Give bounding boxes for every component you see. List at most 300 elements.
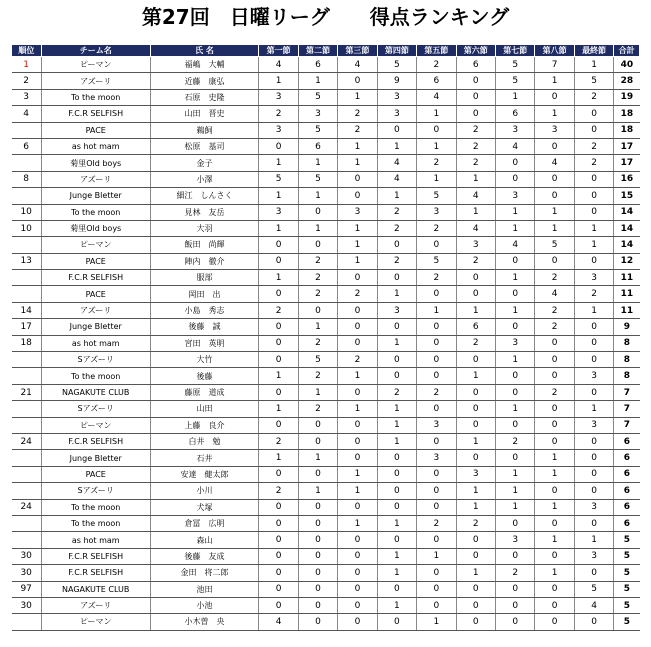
score-cell: 2 — [259, 483, 298, 499]
score-cell: 6 — [456, 57, 495, 73]
total-cell: 6 — [614, 466, 640, 482]
score-cell: 0 — [417, 401, 456, 417]
player-name-cell: 安達 健太郎 — [150, 466, 259, 482]
score-cell: 0 — [535, 138, 574, 154]
score-cell: 0 — [338, 384, 377, 400]
score-cell: 0 — [259, 565, 298, 581]
player-name-cell: 白井 勉 — [150, 433, 259, 449]
score-cell: 1 — [377, 138, 416, 154]
score-cell: 0 — [338, 499, 377, 515]
rank-cell — [12, 237, 42, 253]
table-body — [12, 57, 640, 631]
team-cell: ピーマン — [41, 417, 150, 433]
score-cell: 3 — [417, 417, 456, 433]
score-cell: 0 — [574, 384, 613, 400]
score-cell: 2 — [338, 122, 377, 138]
score-cell: 1 — [417, 302, 456, 318]
total-cell: 11 — [614, 286, 640, 302]
team-cell: NAGAKUTE CLUB — [41, 384, 150, 400]
score-cell: 0 — [495, 368, 534, 384]
score-cell: 0 — [535, 253, 574, 269]
score-cell: 0 — [574, 614, 613, 630]
score-cell: 1 — [338, 237, 377, 253]
score-cell: 0 — [535, 483, 574, 499]
score-cell: 1 — [338, 466, 377, 482]
score-cell: 1 — [338, 515, 377, 531]
team-cell: Junge Bletter — [41, 188, 150, 204]
score-cell: 7 — [535, 57, 574, 73]
rank-cell: 17 — [12, 319, 42, 335]
score-cell: 1 — [298, 188, 337, 204]
score-cell: 0 — [535, 188, 574, 204]
score-cell: 0 — [495, 417, 534, 433]
ranking-table — [11, 44, 640, 631]
score-cell: 2 — [259, 433, 298, 449]
score-cell: 4 — [259, 57, 298, 73]
team-cell: アズーリ — [41, 171, 150, 187]
score-cell: 0 — [456, 548, 495, 564]
column-header: 氏 名 — [150, 45, 259, 57]
total-cell: 5 — [614, 581, 640, 597]
score-cell: 5 — [298, 171, 337, 187]
score-cell: 4 — [259, 614, 298, 630]
table-row — [12, 155, 640, 171]
score-cell: 1 — [535, 450, 574, 466]
score-cell: 6 — [298, 57, 337, 73]
player-name-cell: 小島 秀志 — [150, 302, 259, 318]
score-cell: 2 — [456, 155, 495, 171]
score-cell: 1 — [338, 253, 377, 269]
total-cell: 11 — [614, 270, 640, 286]
score-cell: 0 — [377, 270, 416, 286]
score-cell: 0 — [338, 171, 377, 187]
score-cell: 0 — [535, 89, 574, 105]
score-cell: 2 — [574, 155, 613, 171]
score-cell: 0 — [298, 614, 337, 630]
score-cell: 0 — [535, 335, 574, 351]
table-row — [12, 450, 640, 466]
score-cell: 1 — [574, 302, 613, 318]
team-cell: アズーリ — [41, 302, 150, 318]
total-cell: 5 — [614, 548, 640, 564]
score-cell: 0 — [259, 466, 298, 482]
score-cell: 1 — [377, 597, 416, 613]
score-cell: 5 — [298, 122, 337, 138]
player-name-cell: 陣内 徹介 — [150, 253, 259, 269]
score-cell: 0 — [417, 483, 456, 499]
table-row — [12, 352, 640, 368]
score-cell: 0 — [338, 597, 377, 613]
score-cell: 2 — [298, 286, 337, 302]
table-row — [12, 614, 640, 630]
score-cell: 0 — [259, 548, 298, 564]
score-cell: 2 — [456, 138, 495, 154]
score-cell: 0 — [259, 417, 298, 433]
score-cell: 2 — [259, 302, 298, 318]
rank-cell: 10 — [12, 204, 42, 220]
rank-cell: 6 — [12, 138, 42, 154]
score-cell: 1 — [298, 220, 337, 236]
total-cell: 12 — [614, 253, 640, 269]
total-cell: 16 — [614, 171, 640, 187]
table-row — [12, 319, 640, 335]
team-cell: PACE — [41, 122, 150, 138]
score-cell: 0 — [259, 335, 298, 351]
score-cell: 3 — [574, 548, 613, 564]
score-cell: 5 — [495, 57, 534, 73]
score-cell: 0 — [495, 548, 534, 564]
rank-cell — [12, 417, 42, 433]
team-cell: 菊里Old boys — [41, 155, 150, 171]
score-cell: 1 — [298, 155, 337, 171]
score-cell: 1 — [456, 565, 495, 581]
player-name-cell: 細江 しんさく — [150, 188, 259, 204]
score-cell: 0 — [338, 565, 377, 581]
score-cell: 0 — [298, 417, 337, 433]
player-name-cell: 岡田 出 — [150, 286, 259, 302]
score-cell: 1 — [495, 302, 534, 318]
score-cell: 0 — [377, 466, 416, 482]
score-cell: 0 — [574, 122, 613, 138]
table-row — [12, 286, 640, 302]
score-cell: 0 — [259, 253, 298, 269]
score-cell: 1 — [456, 483, 495, 499]
rank-cell — [12, 270, 42, 286]
column-header: 順位 — [12, 45, 42, 57]
score-cell: 1 — [259, 155, 298, 171]
score-cell: 1 — [259, 450, 298, 466]
score-cell: 1 — [338, 401, 377, 417]
team-cell: as hot mam — [41, 532, 150, 548]
player-name-cell: 池田 — [150, 581, 259, 597]
score-cell: 5 — [377, 57, 416, 73]
score-cell: 3 — [535, 122, 574, 138]
table-row — [12, 237, 640, 253]
player-name-cell: 鵜飼 — [150, 122, 259, 138]
table-row — [12, 302, 640, 318]
score-cell: 1 — [377, 433, 416, 449]
player-name-cell: 近藤 康弘 — [150, 73, 259, 89]
column-header: 第四節 — [377, 45, 416, 57]
table-row — [12, 368, 640, 384]
score-cell: 0 — [535, 581, 574, 597]
score-cell: 1 — [456, 302, 495, 318]
page-title: 第27回 日曜リーグ 得点ランキング — [141, 5, 510, 29]
rank-cell: 8 — [12, 171, 42, 187]
score-cell: 0 — [456, 286, 495, 302]
score-cell: 6 — [495, 106, 534, 122]
score-cell: 0 — [456, 352, 495, 368]
score-cell: 0 — [417, 466, 456, 482]
table-row — [12, 548, 640, 564]
score-cell: 0 — [417, 319, 456, 335]
score-cell: 1 — [417, 106, 456, 122]
table-row — [12, 565, 640, 581]
score-cell: 0 — [259, 597, 298, 613]
score-cell: 0 — [417, 581, 456, 597]
table-row — [12, 220, 640, 236]
score-cell: 0 — [495, 384, 534, 400]
score-cell: 0 — [417, 433, 456, 449]
column-header: 第八節 — [535, 45, 574, 57]
score-cell: 0 — [417, 368, 456, 384]
rank-cell: 30 — [12, 565, 42, 581]
table-row — [12, 335, 640, 351]
player-name-cell: 石原 史隆 — [150, 89, 259, 105]
score-cell: 1 — [377, 417, 416, 433]
table-row — [12, 171, 640, 187]
team-cell: ピーマン — [41, 237, 150, 253]
table-row — [12, 89, 640, 105]
total-cell: 7 — [614, 384, 640, 400]
score-cell: 1 — [495, 499, 534, 515]
column-header: 最終節 — [574, 45, 613, 57]
player-name-cell: 後藤 — [150, 368, 259, 384]
score-cell: 2 — [535, 319, 574, 335]
rank-cell: 97 — [12, 581, 42, 597]
player-name-cell: 金田 将二郎 — [150, 565, 259, 581]
score-cell: 4 — [495, 138, 534, 154]
score-cell: 1 — [495, 466, 534, 482]
score-cell: 1 — [377, 548, 416, 564]
score-cell: 0 — [377, 319, 416, 335]
score-cell: 0 — [298, 204, 337, 220]
score-cell: 0 — [495, 515, 534, 531]
score-cell: 3 — [377, 89, 416, 105]
rank-cell — [12, 368, 42, 384]
rank-cell: 3 — [12, 89, 42, 105]
table-row — [12, 384, 640, 400]
player-name-cell: 藤原 道成 — [150, 384, 259, 400]
score-cell: 1 — [535, 532, 574, 548]
score-cell: 6 — [417, 73, 456, 89]
rank-cell — [12, 286, 42, 302]
rank-cell — [12, 532, 42, 548]
score-cell: 0 — [417, 122, 456, 138]
score-cell: 5 — [298, 89, 337, 105]
score-cell: 0 — [456, 597, 495, 613]
score-cell: 4 — [377, 155, 416, 171]
score-cell: 0 — [259, 286, 298, 302]
player-name-cell: 小澤 — [150, 171, 259, 187]
team-cell: as hot mam — [41, 335, 150, 351]
team-cell: as hot mam — [41, 138, 150, 154]
team-cell: To the moon — [41, 204, 150, 220]
score-cell: 1 — [417, 614, 456, 630]
score-cell: 0 — [456, 401, 495, 417]
score-cell: 0 — [338, 548, 377, 564]
score-cell: 1 — [535, 220, 574, 236]
column-header: 第二節 — [298, 45, 337, 57]
score-cell: 1 — [417, 548, 456, 564]
score-cell: 0 — [495, 597, 534, 613]
score-cell: 1 — [298, 450, 337, 466]
score-cell: 4 — [377, 171, 416, 187]
score-cell: 0 — [259, 384, 298, 400]
score-cell: 0 — [417, 499, 456, 515]
score-cell: 0 — [456, 384, 495, 400]
player-name-cell: 上藤 良介 — [150, 417, 259, 433]
score-cell: 1 — [417, 171, 456, 187]
column-header: チーム名 — [41, 45, 150, 57]
score-cell: 0 — [338, 532, 377, 548]
score-cell: 0 — [377, 368, 416, 384]
table-row — [12, 188, 640, 204]
score-cell: 0 — [574, 483, 613, 499]
score-cell: 3 — [377, 302, 416, 318]
score-cell: 1 — [495, 352, 534, 368]
score-cell: 0 — [298, 499, 337, 515]
score-cell: 2 — [338, 352, 377, 368]
score-cell: 0 — [338, 433, 377, 449]
table-row — [12, 57, 640, 73]
score-cell: 2 — [298, 270, 337, 286]
score-cell: 0 — [456, 450, 495, 466]
player-name-cell: 小池 — [150, 597, 259, 613]
rank-cell — [12, 614, 42, 630]
score-cell: 1 — [259, 270, 298, 286]
total-cell: 14 — [614, 220, 640, 236]
score-cell: 1 — [338, 368, 377, 384]
score-cell: 0 — [338, 302, 377, 318]
score-cell: 0 — [456, 106, 495, 122]
total-cell: 7 — [614, 417, 640, 433]
score-cell: 0 — [535, 352, 574, 368]
score-cell: 0 — [417, 565, 456, 581]
score-cell: 0 — [377, 581, 416, 597]
player-name-cell: 大羽 — [150, 220, 259, 236]
total-cell: 6 — [614, 515, 640, 531]
total-cell: 14 — [614, 204, 640, 220]
total-cell: 5 — [614, 597, 640, 613]
table-row — [12, 138, 640, 154]
score-cell: 2 — [338, 106, 377, 122]
score-cell: 2 — [298, 368, 337, 384]
player-name-cell: 倉冨 広明 — [150, 515, 259, 531]
score-cell: 0 — [338, 335, 377, 351]
total-cell: 8 — [614, 335, 640, 351]
score-cell: 1 — [456, 368, 495, 384]
score-cell: 4 — [417, 89, 456, 105]
score-cell: 1 — [456, 171, 495, 187]
score-cell: 2 — [417, 270, 456, 286]
rank-cell: 4 — [12, 106, 42, 122]
score-cell: 1 — [535, 73, 574, 89]
table-row — [12, 122, 640, 138]
total-cell: 15 — [614, 188, 640, 204]
rank-cell: 24 — [12, 433, 42, 449]
table-row — [12, 466, 640, 482]
score-cell: 3 — [456, 237, 495, 253]
rank-cell: 30 — [12, 548, 42, 564]
score-cell: 3 — [259, 204, 298, 220]
player-name-cell: 大竹 — [150, 352, 259, 368]
rank-cell — [12, 401, 42, 417]
score-cell: 1 — [259, 73, 298, 89]
score-cell: 0 — [298, 532, 337, 548]
score-cell: 3 — [259, 122, 298, 138]
score-cell: 5 — [574, 73, 613, 89]
score-cell: 0 — [535, 401, 574, 417]
score-cell: 0 — [495, 581, 534, 597]
team-cell: Sアズーリ — [41, 352, 150, 368]
score-cell: 0 — [495, 253, 534, 269]
score-cell: 1 — [377, 335, 416, 351]
score-cell: 0 — [495, 614, 534, 630]
total-cell: 6 — [614, 433, 640, 449]
score-cell: 0 — [535, 597, 574, 613]
score-cell: 0 — [377, 352, 416, 368]
score-cell: 1 — [377, 401, 416, 417]
team-cell: ピーマン — [41, 614, 150, 630]
total-cell: 17 — [614, 155, 640, 171]
score-cell: 0 — [298, 466, 337, 482]
score-cell: 0 — [456, 73, 495, 89]
score-cell: 2 — [456, 515, 495, 531]
team-cell: Sアズーリ — [41, 483, 150, 499]
score-cell: 2 — [456, 335, 495, 351]
table-row — [12, 515, 640, 531]
score-cell: 0 — [456, 614, 495, 630]
player-name-cell: 見林 友岳 — [150, 204, 259, 220]
player-name-cell: 福嶋 大輔 — [150, 57, 259, 73]
score-cell: 0 — [535, 417, 574, 433]
team-cell: F.C.R SELFISH — [41, 548, 150, 564]
score-cell: 5 — [535, 237, 574, 253]
score-cell: 0 — [535, 614, 574, 630]
score-cell: 0 — [495, 450, 534, 466]
column-header: 第三節 — [338, 45, 377, 57]
score-cell: 1 — [377, 565, 416, 581]
score-cell: 0 — [259, 532, 298, 548]
score-cell: 0 — [574, 335, 613, 351]
total-cell: 6 — [614, 450, 640, 466]
score-cell: 2 — [574, 89, 613, 105]
total-cell: 7 — [614, 401, 640, 417]
player-name-cell: 石井 — [150, 450, 259, 466]
score-cell: 0 — [259, 237, 298, 253]
score-cell: 1 — [298, 319, 337, 335]
score-cell: 1 — [456, 433, 495, 449]
total-cell: 19 — [614, 89, 640, 105]
score-cell: 1 — [259, 220, 298, 236]
score-cell: 1 — [535, 106, 574, 122]
rank-cell — [12, 188, 42, 204]
score-cell: 1 — [495, 270, 534, 286]
score-cell: 2 — [377, 204, 416, 220]
score-cell: 1 — [456, 204, 495, 220]
team-cell: F.C.R SELFISH — [41, 106, 150, 122]
score-cell: 1 — [377, 286, 416, 302]
score-cell: 1 — [259, 188, 298, 204]
score-cell: 0 — [377, 532, 416, 548]
player-name-cell: 松原 基司 — [150, 138, 259, 154]
team-cell: To the moon — [41, 89, 150, 105]
score-cell: 0 — [495, 171, 534, 187]
score-cell: 1 — [535, 499, 574, 515]
score-cell: 2 — [259, 106, 298, 122]
player-name-cell: 後藤 友成 — [150, 548, 259, 564]
score-cell: 2 — [535, 302, 574, 318]
score-cell: 2 — [377, 384, 416, 400]
score-cell: 1 — [535, 565, 574, 581]
total-cell: 40 — [614, 57, 640, 73]
score-cell: 1 — [259, 401, 298, 417]
score-cell: 1 — [495, 483, 534, 499]
score-cell: 0 — [377, 122, 416, 138]
score-cell: 0 — [417, 335, 456, 351]
rank-cell: 14 — [12, 302, 42, 318]
